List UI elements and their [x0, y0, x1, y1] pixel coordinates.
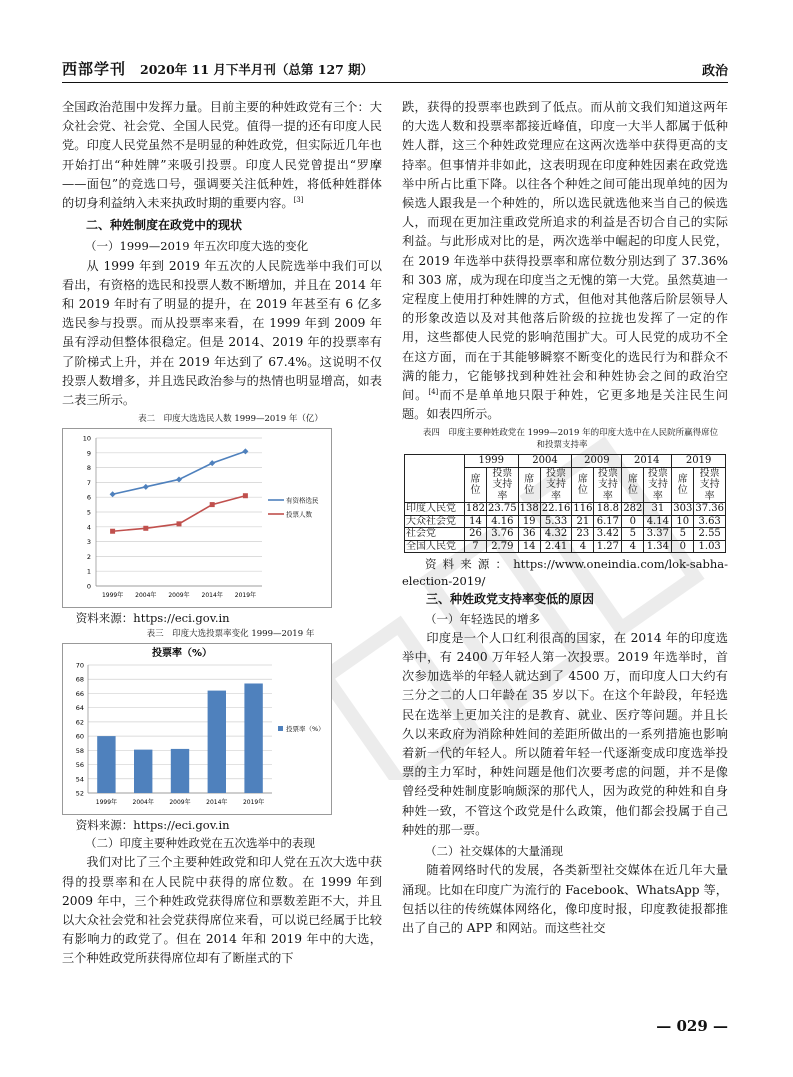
y-tick-label: 2 [86, 553, 91, 562]
subsection-heading: （二）印度主要种姓政党在五次选举中的表现 [85, 836, 315, 851]
table-cell: 116 [573, 503, 593, 515]
party-name-cell: 社会党 [405, 528, 465, 541]
table-cell: 6.17 [594, 515, 622, 528]
bar [208, 691, 226, 793]
section-heading: 二、种姓制度在政党中的现状 [86, 218, 243, 233]
rate-subheader: 投票支持率 [644, 467, 672, 503]
table-caption: 表四 印度主要种姓政党在 1999—2019 年的印度大选中在人民院所赢得席位和投票支持率 [422, 428, 719, 451]
y-tick-label: 62 [75, 718, 84, 727]
chart-caption: 表三 印度大选投票率变化 1999—2019 年 [146, 629, 315, 640]
x-tick-label: 2019年 [242, 799, 265, 807]
page-number: — 029 — [656, 1017, 728, 1035]
table-cell: 5 [622, 528, 644, 541]
table-cell: 5 [672, 528, 694, 541]
paragraph: 我们对比了三个主要种姓政党和印人党在五次大选中获得的投票率和在人民院中获得的席位数。在 1999 年到 2009 年中，三个种姓政党获得席位和票数差距不大，并且以大众社会党和社会党获得席位来看，可以说已经属于比较有影响力的政党了。但在 2014 年和 2019 年中的大选，三个种姓政党所获得席位却有了断崖式的下 [62, 855, 382, 966]
seat-subheader: 席位 [464, 467, 486, 503]
table-cell: 182 [465, 503, 485, 515]
rate-subheader: 投票支持率 [540, 467, 572, 503]
issue-info: 2020年 11 月下半月刊（总第 127 期） [140, 62, 374, 77]
table-cell: 7 [464, 540, 486, 553]
table-cell: 3.76 [487, 528, 519, 541]
seat-subheader: 席位 [622, 467, 644, 503]
legend-label: 有资格选民 [286, 496, 319, 505]
rate-subheader: 投票支持率 [487, 467, 519, 503]
table-cell: 4 [572, 540, 594, 553]
table-cell: 303 [673, 503, 693, 515]
table-cell: 21 [572, 515, 594, 528]
table-cell: 10 [672, 515, 694, 528]
subsection-heading: （二）社交媒体的大量涌现 [425, 844, 563, 859]
table-cell: 3.42 [594, 528, 622, 541]
header-rule [62, 82, 728, 83]
y-tick-label: 68 [75, 675, 84, 684]
y-tick-label: 7 [86, 479, 91, 488]
bar-chart-turnout [62, 643, 332, 815]
right-column [402, 98, 728, 938]
table-cell: 14 [464, 515, 486, 528]
bar [97, 736, 115, 793]
table-cell: 26 [464, 528, 486, 541]
legend-label: 投票率（%） [286, 725, 325, 734]
table-cell: 4.16 [487, 515, 519, 528]
year-header: 2009 [572, 455, 622, 468]
party-name-cell: 大众社会党 [405, 515, 465, 528]
table-cell: 3.63 [694, 515, 726, 528]
table-cell: 19 [518, 515, 540, 528]
year-header: 1999 [464, 455, 518, 468]
bar [171, 749, 189, 793]
table-cell: 2.41 [540, 540, 572, 553]
paragraph: 跌，获得的投票率也跌到了低点。而从前文我们知道这两年的大选人数和投票率都接近峰值，印度一大半人都属于低种姓人群，这三个种姓政党理应在这两次选举中获得更高的支持率。但事情并非如此，这表明现在印度种姓因素在政党选举中所占比重下降。以往各个种姓之间可能出现单纯的因为候选人跟我是一个种姓的，所以选民就选他来当自己的候选人，而现在更加注重政党所追求的利益是否切合自己的实际利益。与此形成对比的是，两次选举中崛起的印度人民党，在 2019 年选举中获得投票率和席位数分别达到了 37.36% 和 303 席，成为现在印度当之无愧的第一大党。虽然莫迪一定程度上使用打种姓牌的方式，但他对其他落后阶层领导人的形象改造以及对其他落后阶级的拉拢也发挥了一定的作用，这些都使人民党的影响范围扩大。可人民党的成功不全在这方面，而在于其能够瞬察不断变化的选民行为和群众不满的能力，它能够找到种姓社会和种姓协会之间的政治空间。[4]而不是单单地只限于种姓，它更多地是关注民生问题。如表四所示。 [402, 100, 729, 422]
y-tick-label: 56 [75, 761, 84, 770]
table-cell: 22.16 [541, 503, 571, 515]
y-tick-label: 0 [86, 582, 91, 591]
table-cell: 2.79 [487, 540, 519, 553]
table-cell: 1.34 [644, 540, 672, 553]
table-cell: 5.33 [540, 515, 572, 528]
subsection-heading: （一）年轻选民的增多 [425, 611, 540, 626]
paragraph: 从 1999 年到 2019 年五次的人民院选举中我们可以看出，有资格的选民和投票人数不断增加，并且在 2014 年和 2019 年时有了明显的提升，在 2019 年甚至有 6 亿多选民参与投票。而从投票率来看，在 1999 年到 2009 年虽有浮动但整体很稳定。但是 2014、2019 年的投票率有了阶梯式上升，并在 2019 年达到了 67.4%。这说明不仅投票人数增多，并且选民政治参与的热情也明显增高，如表二表三所示。 [62, 258, 382, 408]
y-tick-label: 5 [86, 508, 91, 517]
table-cell: 138 [519, 503, 539, 515]
y-tick-label: 52 [75, 789, 84, 798]
left-column [62, 98, 382, 969]
table-cell: 36 [518, 528, 540, 541]
rate-subheader: 投票支持率 [694, 467, 726, 503]
party-results-table [404, 454, 726, 553]
table-row [405, 515, 726, 528]
y-tick-label: 70 [75, 661, 84, 670]
table-cell: 1.27 [594, 540, 622, 553]
x-tick-label: 1999年 [95, 799, 118, 807]
x-tick-label: 2019年 [234, 592, 257, 600]
source-note: 资料来源：https://eci.gov.in [75, 818, 230, 833]
x-tick-label: 2004年 [132, 799, 154, 807]
year-header: 2004 [518, 455, 572, 468]
table-row [405, 503, 726, 516]
table-cell: 282 [623, 503, 643, 515]
year-header: 2014 [622, 455, 672, 468]
y-tick-label: 9 [86, 449, 91, 458]
y-tick-label: 64 [75, 704, 84, 713]
y-tick-label: 66 [75, 690, 84, 699]
rate-subheader: 投票支持率 [594, 467, 622, 503]
table-cell: 3.37 [644, 528, 672, 541]
y-tick-label: 54 [75, 775, 84, 784]
table-row [405, 540, 726, 553]
section-heading: 三、种姓政党支持率变低的原因 [426, 592, 595, 607]
x-tick-label: 2014年 [201, 592, 223, 600]
x-tick-label: 2004年 [135, 592, 157, 600]
y-tick-label: 3 [86, 538, 91, 547]
table-cell: 0 [622, 515, 644, 528]
table-cell: 4 [622, 540, 644, 553]
source-note: 资料来源：https://eci.gov.in [75, 611, 230, 626]
paragraph: 随着网络时代的发展，各类新型社交媒体在近几年大量涌现。比如在印度广为流行的 Facebook、WhatsApp 等，包括以往的传统媒体网络化，像印度时报，印度教徒报都推出了自己的 APP 和网站。而这些社交 [402, 863, 728, 935]
table-cell: 4.32 [540, 528, 572, 541]
data-point [210, 502, 215, 507]
y-tick-label: 6 [86, 493, 91, 502]
y-tick-label: 10 [82, 434, 91, 443]
data-point [143, 526, 148, 531]
data-point [243, 493, 248, 498]
table-cell: 1.03 [694, 540, 726, 553]
section-label: 政治 [701, 64, 728, 79]
table-cell: 4.14 [644, 515, 672, 528]
table-cell: 2.55 [694, 528, 726, 541]
y-tick-label: 8 [86, 464, 91, 473]
table-cell: 14 [518, 540, 540, 553]
x-tick-label: 1999年 [101, 592, 124, 600]
paragraph: 全国政治范围中发挥力量。目前主要的种姓政党有三个：大众社会党、社会党、全国人民党。值得一提的还有印度人民党。印度人民党虽然不是明显的种姓政党，但实际近几年也开始打出“种姓牌”来吸引投票。印度人民党曾提出“罗摩——面包”的竞选口号，强调要关注低种姓，将低种姓群体的切身利益纳入未来执政时期的重要内容。[3] [62, 100, 382, 211]
y-tick-label: 58 [75, 747, 84, 756]
source-note: 资料来源：https://www.oneindia.com/lok-sabha-election-2019/ [402, 557, 728, 589]
paragraph: 印度是一个人口红利很高的国家，在 2014 年的印度选举中，有 2400 万年轻人第一次投票。2019 年选举时，首次参加选举的年轻人就达到了 4500 万，而印度人口大约有三分之二的人口年龄在 35 岁以下。在这个年龄段，年轻选民在选举上更加关注的是教育、就业、医疗等问题。并且长久以来政府为消除种姓间的差距所做出的一系列措施也影响着新一代的年轻人。所以随着年轻一代逐渐变成印度选举投票的主力军时，种姓问题是他们次要考虑的问题，并不是像曾经受种姓制度影响颇深的那代人，因为政党的种姓和自身种姓一致，不管这个政党是什么政策，他们都会投属于自己种姓的那一票。 [402, 630, 728, 837]
x-tick-label: 2009年 [169, 799, 191, 807]
x-tick-label: 2009年 [168, 592, 190, 600]
table-header-row [405, 455, 726, 468]
y-tick-label: 4 [86, 523, 91, 532]
table-cell: 23.75 [488, 503, 517, 515]
table-cell: 23 [572, 528, 594, 541]
chart-title: 投票率（%） [151, 648, 213, 660]
subsection-heading: （一）1999—2019 年五次印度大选的变化 [85, 239, 309, 254]
table-cell: 31 [644, 503, 672, 516]
y-tick-label: 60 [75, 732, 84, 741]
chart-caption: 表二 印度大选选民人数 1999—2019 年（亿） [138, 414, 323, 425]
bar [244, 684, 262, 794]
line-chart-voters [62, 428, 332, 608]
seat-subheader: 席位 [672, 467, 694, 503]
seat-subheader: 席位 [518, 467, 540, 503]
year-header: 2019 [672, 455, 726, 468]
y-tick-label: 1 [86, 567, 91, 576]
page-header [62, 58, 728, 80]
table-cell: 37.36 [695, 503, 724, 515]
legend-swatch [278, 726, 283, 731]
party-name-cell: 全国人民党 [405, 540, 465, 553]
journal-logo: 西部学刊 [62, 60, 127, 78]
table-row [405, 528, 726, 541]
x-tick-label: 2014年 [206, 799, 228, 807]
table-cell: 18.8 [594, 503, 622, 516]
party-name-cell: 印度人民党 [405, 503, 465, 516]
bar [134, 750, 152, 793]
data-point [110, 529, 115, 534]
data-point [177, 522, 182, 527]
legend-label: 投票人数 [286, 510, 312, 519]
seat-subheader: 席位 [572, 467, 594, 503]
table-cell: 0 [672, 540, 694, 553]
